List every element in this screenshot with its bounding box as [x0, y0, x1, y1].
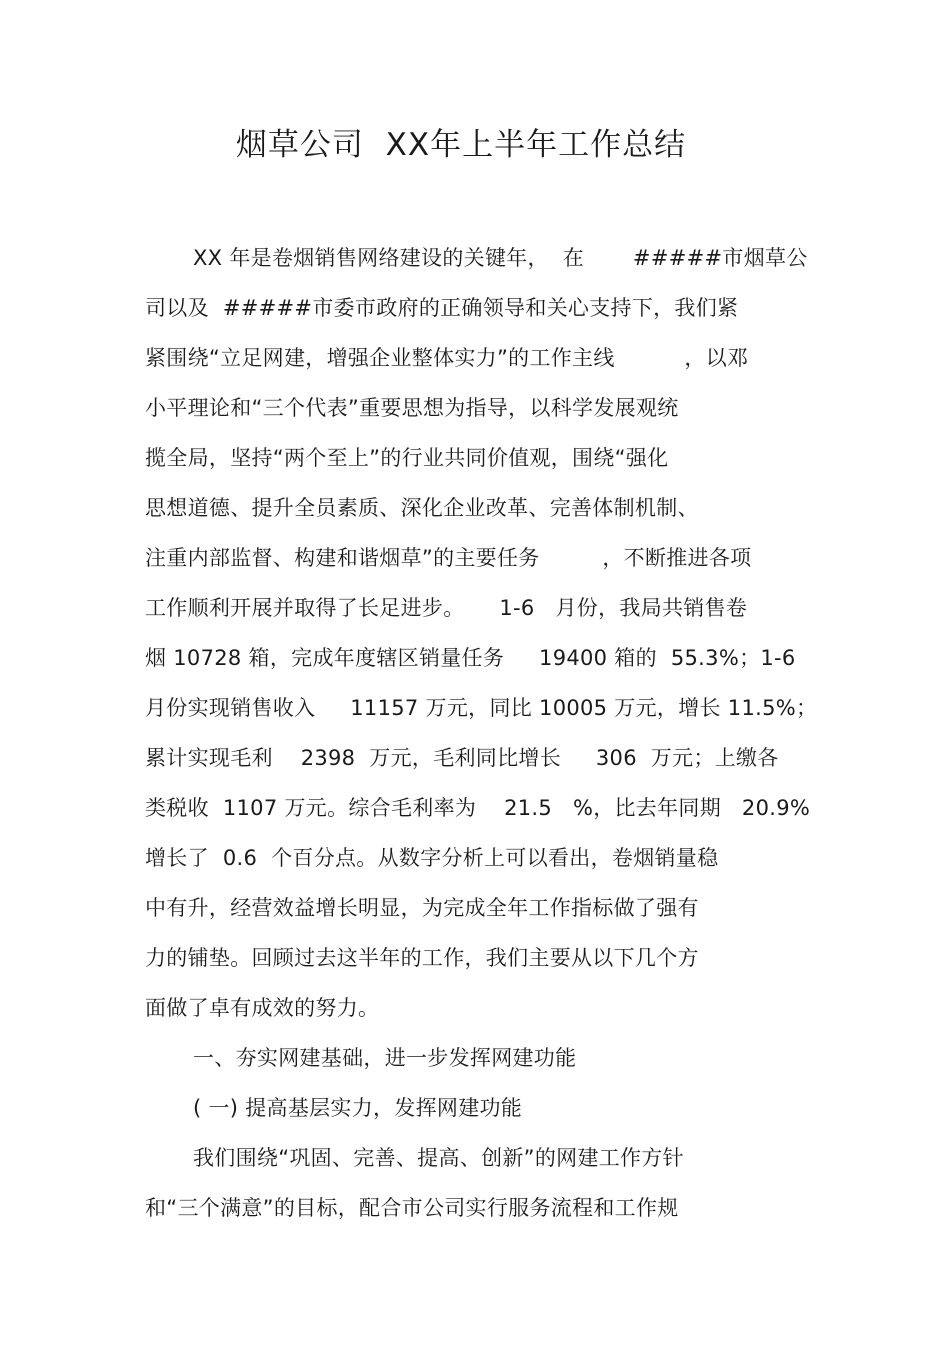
paragraph-line: 面做了卓有成效的努力。	[145, 996, 380, 1020]
paragraph-line: 类税收 1107 万元。综合毛利率为 21.5 %，比去年同期 20.9%	[145, 796, 811, 820]
paragraph-line: 中有升，经营效益增长明显，为完成全年工作指标做了强有	[145, 896, 699, 920]
paragraph-line: 工作顺利开展并取得了长足进步。 1-6 月份，我局共销售卷	[145, 596, 748, 620]
section-heading: 一、夯实网建基础，进一步发挥网建功能	[193, 1046, 577, 1070]
paragraph-line: 增长了 0.6 个百分点。从数字分析上可以看出，卷烟销量稳	[145, 846, 719, 870]
paragraph-line: 小平理论和“三个代表”重要思想为指导，以科学发展观统	[145, 396, 679, 420]
paragraph-line: 揽全局，坚持“两个至上”的行业共同价值观，围绕“强化	[145, 446, 669, 470]
paragraph-line: 月份实现销售收入 11157 万元，同比 10005 万元，增长 11.5%；	[145, 696, 818, 720]
paragraph-line: XX 年是卷烟销售网络建设的关键年， 在 #####市烟草公	[193, 246, 808, 270]
paragraph-line: 注重内部监督、构建和谐烟草”的主要任务 ，不断推进各项	[145, 546, 752, 570]
paragraph-line: 紧围绕“立足网建，增强企业整体实力”的工作主线 ，以邓	[145, 346, 749, 370]
paragraph-line: 我们围绕“巩固、完善、提高、创新”的网建工作方针	[193, 1146, 684, 1170]
paragraph-line: 思想道德、提升全员素质、深化企业改革、完善体制机制、	[145, 496, 699, 520]
document-title: 烟草公司 XX年上半年工作总结	[235, 127, 687, 163]
paragraph-line: 烟 10728 箱，完成年度辖区销量任务 19400 箱的 55.3%；1-6	[145, 646, 796, 670]
paragraph-line: 和“三个满意”的目标，配合市公司实行服务流程和工作规	[145, 1196, 679, 1220]
paragraph-line: 累计实现毛利 2398 万元，毛利同比增长 306 万元；上缴各	[145, 746, 779, 770]
paragraph-line: 力的铺垫。回顾过去这半年的工作，我们主要从以下几个方	[145, 946, 699, 970]
subsection-heading: ( 一) 提高基层实力，发挥网建功能	[193, 1096, 523, 1120]
paragraph-line: 司以及 #####市委市政府的正确领导和关心支持下，我们紧	[145, 296, 739, 320]
